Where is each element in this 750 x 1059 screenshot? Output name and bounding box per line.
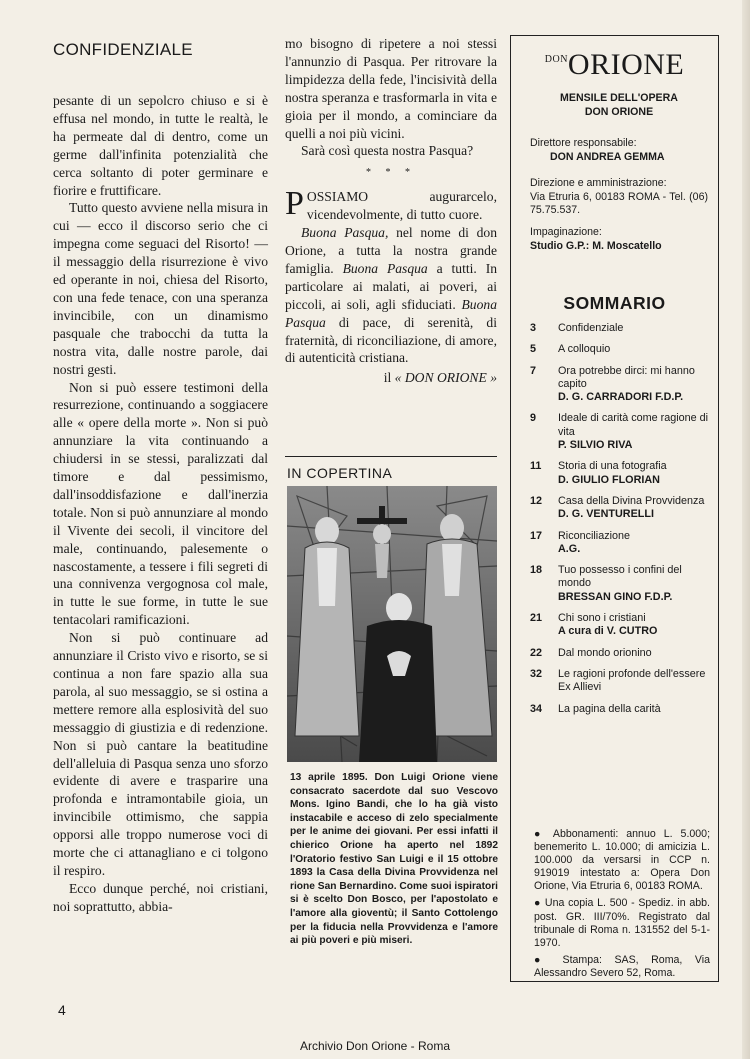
toc-title: Le ragioni profonde dell'essere Ex Allievi [558, 667, 706, 694]
bullet-icon: ● [534, 953, 550, 966]
subtitle-line: MENSILE DELL'OPERA [560, 92, 678, 104]
toc-author: A.G. [558, 542, 581, 555]
bullet-icon: ● [534, 897, 542, 910]
toc-entry [558, 322, 712, 335]
toc-author: D. G. CARRADORI F.D.P. [558, 391, 684, 404]
toc-title: Casa della Divina Provvidenza [558, 494, 705, 507]
toc-item [530, 647, 712, 660]
cover-caption: 13 aprile 1895. Don Luigi Orione viene consacrato sacerdote dal suo Vescovo Mons. Igino Bandi, che lo ha già visto instacabile e acceso di zelo specialmente per le anime dei giovani. Per essi infatti il chierico Orione ha aperto nel 1892 l'Oratorio festivo San Luigi e il 15 ottobre 1893 la Casa della Divina Provvidenza nel rione San Bernardino. Come suoi ispiratori si è scelto Don Bosco, per l'apostolato e l'amore alla gioventù; il Santo Cottolengo per la fiducia nella Provvidenza e l'amore ai più poveri e più miseri. [290, 772, 498, 947]
toc-author: BRESSAN GINO F.D.P. [558, 590, 673, 603]
toc-entry [558, 530, 712, 557]
magazine-logo [522, 48, 707, 82]
toc-entry [558, 343, 712, 356]
layout-value: Studio G.P.: M. Moscatello [530, 239, 662, 252]
signature-prefix: il [383, 370, 395, 386]
dropcap-word: OSSIAMO [306, 189, 369, 205]
toc-item [530, 530, 712, 557]
toc-title: Ora potrebbe dirci: mi hanno capito [558, 364, 695, 390]
toc-author: D. GIULIO FLORIAN [558, 473, 660, 486]
logo-don: DON [544, 54, 568, 65]
dropcap-rest: augurarcelo, vicendevolmente, di tutto cuore. [306, 189, 497, 223]
paragraph: Non si può continuare ad annunziare il Cristo vivo e risorto, se si continua a non fare spazio alla sua parola, al suo messaggio, se si ostina a mettere remore alla esplosività del suo messaggio di giustizia e di redenzione. Non si può cantare la beatitudine dell'alleluia di Pasqua senza uno sforzo evidente di avere e trasparire una profonda e intramontabile gioia, un invincibile ottimismo, che sappia opporsi alle troppo numerose voci di morte che ci attanagliano e ci tolgono il respiro. [53, 630, 268, 878]
toc-title: Confidenziale [558, 322, 624, 334]
bullet-icon: ● [534, 828, 546, 840]
stained-glass-ordination-image [287, 486, 497, 762]
signature [285, 369, 497, 387]
toc-item [530, 322, 712, 335]
toc-page-number: 22 [530, 646, 543, 659]
toc-page-number: 32 [530, 667, 543, 680]
toc-title: A colloquio [558, 343, 611, 356]
layout-label: Impaginazione: [530, 226, 602, 238]
toc-entry [558, 564, 712, 604]
toc-item [530, 668, 712, 695]
toc-entry [558, 495, 712, 522]
director-label: Direttore responsabile: [530, 137, 637, 149]
toc-entry [558, 460, 712, 487]
toc-page-number: 34 [530, 702, 543, 715]
paragraph-dropcap [285, 185, 497, 224]
paragraph: Ecco dunque perché, noi cristiani, noi soprattutto, abbia- [53, 880, 268, 914]
cover-photo [287, 486, 497, 762]
paragraph [285, 224, 497, 367]
toc-entry [558, 365, 712, 405]
toc-page-number: 7 [530, 364, 537, 377]
toc-page-number: 18 [530, 564, 543, 577]
paragraph: pesante di un sepolcro chiuso e si è effusa nel mondo, in tutte le realtà, le ha permeate dal di dentro, come un germe dall'infinita potenzialità che cerca soltanto di poter germinare e fiorire e fruttificare. [53, 93, 268, 198]
italic-text: Buona Pasqua, [301, 225, 389, 241]
archive-footer: Archivio Don Orione - Roma [299, 1039, 451, 1053]
toc-page-number: 3 [530, 322, 537, 334]
toc-title: Riconciliazione [558, 529, 631, 542]
section-title: CONFIDENZIALE [53, 40, 193, 59]
toc-title: Dal mondo orionino [558, 646, 652, 659]
layout-block [530, 226, 708, 253]
page-edge-shadow [742, 0, 750, 1059]
toc-page-number: 17 [530, 529, 543, 542]
toc-entry [558, 612, 712, 639]
toc-page-number: 12 [530, 494, 543, 507]
toc-item [530, 703, 712, 716]
sommario-title: SOMMARIO [563, 293, 666, 313]
toc-item [530, 365, 712, 405]
toc-author: P. SILVIO RIVA [558, 439, 633, 452]
toc-item [530, 564, 712, 604]
drop-cap: P [285, 185, 304, 223]
subscription-info [534, 828, 710, 984]
table-of-contents [530, 322, 712, 724]
toc-author: A cura di V. CUTRO [558, 625, 658, 638]
toc-title: Storia di una fotografia [558, 460, 667, 473]
paragraph: mo bisogno di ripetere a noi stessi l'annunzio di Pasqua. Per ritrovare la limpidezza della fede, l'incisività della nostra speranza e trasformarla in vita e gioia per il mondo, a cominciare da quelli a noi più vicini. [285, 36, 497, 141]
toc-item [530, 343, 712, 356]
italic-text: Buona Pasqua [342, 260, 428, 276]
subscription-paragraph [534, 954, 710, 980]
paragraph: Sarà così questa nostra Pasqua? [301, 143, 474, 159]
toc-page-number: 11 [530, 460, 542, 473]
logo-orione: ORIONE [567, 48, 685, 81]
toc-title: Chi sono i cristiani [558, 612, 646, 625]
divider [285, 456, 497, 457]
toc-title: La pagina della carità [558, 702, 661, 715]
administration-block [530, 177, 708, 218]
toc-title: Tuo possesso i confini del mondo [558, 564, 682, 590]
article-column-2 [285, 35, 497, 387]
subscription-text: Una copia L. 500 - Spediz. in abb. post. GR. III/70%. Registrato dal tribunale di Roma n. 131552 del 5-1-1970. [534, 897, 710, 949]
admin-label: Direzione e amministrazione: [530, 177, 667, 189]
director-name: DON ANDREA GEMMA [550, 150, 665, 163]
director-block [530, 137, 708, 164]
page-number: 4 [58, 1002, 66, 1018]
toc-page-number: 21 [530, 612, 543, 625]
toc-author: D. G. VENTURELLI [558, 508, 654, 521]
toc-item [530, 612, 712, 639]
masthead-subtitle [530, 92, 708, 119]
toc-entry [558, 412, 712, 452]
toc-entry [558, 647, 712, 660]
cover-title: IN COPERTINA [287, 465, 393, 481]
text: a tutti. In particolare ai malati, ai poveri, ai piccoli, ai soli, agli sfiduciati. [285, 260, 498, 312]
toc-item [530, 412, 712, 452]
toc-item [530, 495, 712, 522]
toc-page-number: 5 [530, 343, 537, 356]
article-column-1 [53, 92, 268, 916]
paragraph: Non si può essere testimoni della resurrezione, continuando a soggiacere alle « opere della morte ». Non si può annunziare la vita continuando a chiudersi in se stessi, paralizzati dal timore e dal pessimismo, dall'insoddisfazione e dall'inerzia totale. Non si può annunziare al mondo il Vivente dei secoli, il vincitore del male, continuando, palesemente o nascostamente, a tessere i fili segreti di una connivenza vergognosa col male, in tutte le sue forme, in tutte le sue tentacolari ramificazioni. [53, 379, 268, 628]
subscription-paragraph [534, 828, 710, 893]
text: nel nome di don Orione, a tutta la nostra grande famiglia. [285, 225, 497, 276]
toc-entry [558, 668, 712, 695]
toc-page-number: 9 [530, 412, 537, 425]
italic-text: Buona Pasqua [285, 296, 497, 330]
text: di pace, di serenità, di fraternità, di riconciliazione, di amore, di autenticità cristiana. [285, 314, 497, 366]
toc-entry [558, 703, 712, 716]
section-separator: * * * [366, 167, 416, 179]
toc-title: Ideale di carità come ragione di vita [558, 412, 709, 438]
admin-address: Via Etruria 6, 00183 ROMA - Tel. (06) 75.75.537. [530, 190, 708, 216]
subscription-text: Abbonamenti: annuo L. 5.000; benemerito L. 10.000; di amicizia L. 100.000 da versarsi in CCP n. 919019 intestato a: Opera Don Orione, Via Etruria 6, 00183 ROMA. [534, 828, 711, 893]
subscription-paragraph [534, 897, 710, 949]
subtitle-line: DON ORIONE [584, 105, 654, 118]
subscription-text: Stampa: SAS, Roma, Via Alessandro Severo 52, Roma. [534, 953, 710, 979]
toc-item [530, 460, 712, 487]
signature-name: « DON ORIONE » [394, 370, 497, 386]
paragraph: Tutto questo avviene nella misura in cui — ecco il discorso serio che ci impegna come seguaci del Risorto! — il messaggio della risurrezione è vivo ed operante in noi, chiesa del Risorto, con una fede tenace, con una speranza invincibile, con un dinamismo pasquale che trabocchi da tutta la nostra vita, dalle nostre parole, dai nostri gesti. [53, 200, 268, 377]
